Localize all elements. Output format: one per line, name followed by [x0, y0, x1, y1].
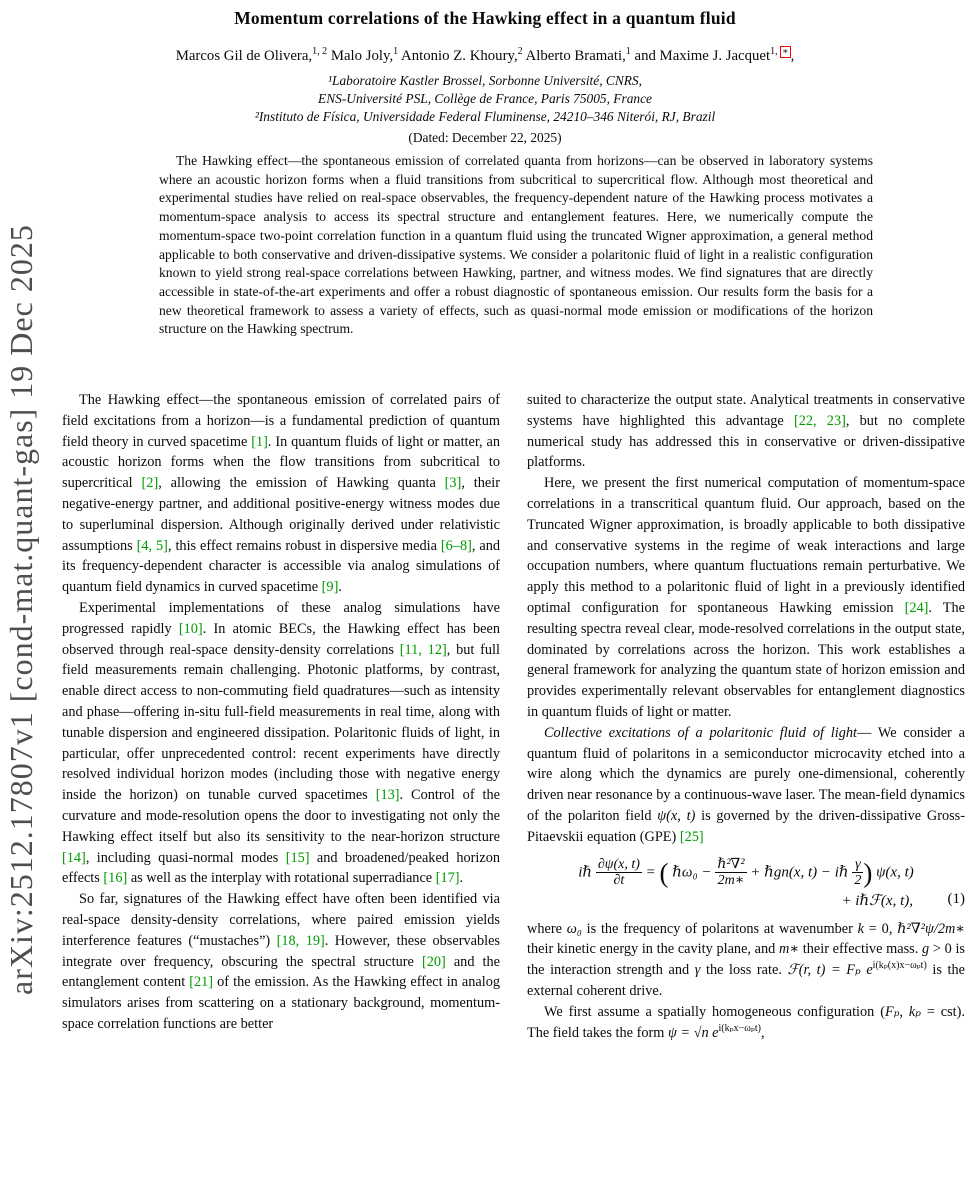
citation-link[interactable]: [9]: [321, 579, 339, 596]
italic-text: Collective excitations of a polaritonic fluid of light: [544, 724, 857, 741]
text: .: [459, 870, 464, 887]
eq-denominator: 2m∗: [715, 872, 746, 889]
citation-link[interactable]: [11, 12]: [399, 641, 447, 658]
text: , but no complete numerical study has addressed this in conservative or driven-dissipative platforms.: [527, 412, 966, 471]
eq-field: ψ(x, t): [872, 864, 914, 881]
citation-link[interactable]: [22, 23]: [793, 412, 846, 429]
eq-drive-term: + iℏℱ(x, t),: [841, 892, 913, 909]
citation-link[interactable]: [15]: [285, 849, 310, 866]
eq-numerator: γ: [855, 856, 861, 872]
italic-text: ℱ(r, t) = Fₚ e: [787, 962, 873, 979]
affiliations-block: [0, 72, 970, 126]
eq-fraction-loss: [852, 857, 863, 889]
text: Here, we present the first numerical computation of momentum-space correlations in a transcritical quantum fluid. Our approach, based on the Truncated Wigner approximation, is broadly applicable to both dissipative and conservative systems in the regime of weak interactions and large occupation numbers, where quantum fluctuations remain perturbative. We apply this method to a polaritonic fluid of light in a previously identified optimal configuration for spontaneous Hawking emission: [527, 475, 965, 616]
superscript: 2: [517, 46, 523, 57]
column-right: [527, 390, 965, 1043]
text: their kinetic energy in the cavity plane, and: [527, 941, 780, 958]
italic-text: ℏ²∇²ψ/2m∗: [897, 920, 966, 937]
text: ,: [760, 1024, 765, 1041]
citation-link[interactable]: [14]: [62, 849, 86, 866]
citation-link[interactable]: [1]: [251, 433, 268, 450]
paragraph: [527, 919, 965, 1002]
text: — We consider a quantum fluid of polaritons in a semiconductor microcavity etched into a wire along which the dynamics are purely one-dimensional, coherently driven near resonance by a continuous-wave laser. The mean-field dynamics of the polariton field: [527, 724, 965, 824]
affiliation-line: ²Instituto de Física, Universidade Federal Fluminense, 24210–346 Niterói, RJ, Brazil: [254, 108, 716, 124]
affiliation-line: ¹Laboratoire Kastler Brossel, Sorbonne Université, CNRS,: [328, 72, 642, 88]
paragraph: [62, 889, 500, 1035]
citation-link[interactable]: [20]: [421, 953, 446, 970]
text: Marcos Gil de Olivera,: [175, 47, 313, 64]
text: > 0 is the interaction strength and: [527, 941, 965, 979]
text: Malo Joly,: [327, 47, 394, 64]
citation-link[interactable]: [25]: [679, 828, 704, 845]
text: . Control of the curvature and mode-resolution opens the door to investigating not only the Hawking effect itself but also its sensitivity to the near-horizon structure: [62, 787, 500, 845]
eq-equals: =: [641, 864, 660, 881]
citation-link[interactable]: [4, 5]: [136, 537, 168, 554]
text: . The resulting spectra reveal clear, mode-resolved correlations in the output state, dominated by correlations across the horizon. This work establishes a general framework for analyzing the quantum state of horizon emission and provides experimentally relevant observables for entanglement diagnostics in quantum fluids of light or matter.: [527, 599, 965, 720]
text: as well as the interplay with rotational superradiance: [127, 870, 436, 887]
citation-link[interactable]: [17]: [435, 870, 460, 887]
text: = 0,: [864, 920, 898, 937]
eq-denominator: ∂t: [596, 872, 642, 889]
superscript: 1: [393, 46, 399, 57]
paper-header: [0, 8, 970, 146]
text: So far, signatures of the Hawking effect have often been identified via real-space density-density correlations, where paired emission yields interference features (“mustaches”): [62, 891, 500, 949]
eq-numerator: ∂ψ(x, t): [597, 856, 640, 872]
text: . However, these observables integrate over frequency, obscuring the spectral structure: [62, 932, 500, 970]
equation-line-2: [527, 891, 965, 912]
text: Antonio Z. Khoury,: [398, 47, 518, 64]
text: and the entanglement content: [62, 953, 500, 991]
citation-link[interactable]: [21]: [189, 974, 214, 991]
paragraph: [62, 390, 500, 598]
eq-prefix: iℏ: [578, 864, 596, 881]
paragraph: [62, 598, 500, 889]
eq-term-1: ℏω₀ −: [668, 864, 716, 881]
text: suited to characterize the output state. Analytical treatments in conservative systems have highlighted this advantage: [527, 392, 965, 429]
italic-text: ψ = √n e: [667, 1024, 719, 1041]
eq-denominator: 2: [854, 873, 862, 889]
author-footnote-link[interactable]: ∗: [782, 47, 789, 57]
paragraph: [527, 1002, 965, 1044]
text: , allowing the emission of Hawking quanta: [158, 475, 445, 492]
text: , their negative-energy partner, and additional positive-energy witness modes due to superluminal dispersion. Although originally derived under relativistic assumptions: [62, 475, 500, 554]
paragraph: [527, 390, 965, 473]
italic-text: ω₀: [566, 920, 582, 937]
citation-link[interactable]: [10]: [178, 620, 203, 637]
text: = cst). The field takes the form: [527, 1003, 965, 1041]
superscript: i(kₚx−ωₚt): [718, 1022, 761, 1034]
text: The Hawking effect—the spontaneous emission of correlated pairs of field excitations from a horizon—is a fundamental prediction of quantum field theory in curved spacetime: [62, 392, 500, 450]
eq-left-paren: (: [659, 857, 669, 888]
eq-numerator: ℏ²∇²: [717, 856, 745, 872]
text: Experimental implementations of these analog simulations have progressed rapidly: [62, 599, 500, 637]
text: and broadened/peaked horizon effects: [62, 849, 500, 887]
italic-text: g: [921, 941, 930, 958]
text: of the emission. As the Hawking effect in analog simulators arises from scattering on a stationary background, momentum-space correlation functions are better: [62, 974, 500, 1032]
superscript: i(kₚ(x)x−ωₚt): [872, 960, 927, 972]
citation-link[interactable]: [13]: [375, 787, 400, 804]
paragraph: [527, 473, 965, 723]
italic-text: γ: [694, 962, 701, 979]
citation-link[interactable]: [6–8]: [440, 537, 472, 554]
superscript: 1,: [770, 46, 781, 57]
authors-line: [0, 46, 970, 65]
text: , including quasi-normal modes: [85, 849, 286, 866]
abstract-text: The Hawking effect—the spontaneous emission of correlated quanta from horizons—can be observed in laboratory systems where an acoustic horizon forms when a fluid transitions from subcritical to supercritical flow. Although most theoretical and experimental studies have relied on real-space observables, the frequency-dependent nature of the Hawking process motivates a momentum-space analysis to access its spectral structure and entanglement features. Here, we numerically compute the momentum-space two-point correlation function in a quantum fluid using the truncated Wigner approximation, a general method applicable to both conservative and driven-dissipative systems. We consider a polaritonic fluid of light in a realistic configuration known to yield strong real-space correlations between Hawking, partner, and witness modes. We find signatures that are directly accessible in state-of-the-art experiments and offer a robust diagnostic of spontaneous emission. Our results form the basis for a new theoretical framework to assess a variety of effects, such as quasi-normal mode emission or modifications of the horizon structure on the Hawking spectrum.: [159, 153, 873, 337]
affiliation-line: ENS-Université PSL, Collège de France, Paris 75005, France: [318, 90, 652, 106]
text: . In atomic BECs, the Hawking effect has been observed through real-space density-density correlations: [62, 620, 500, 658]
text: is the frequency of polaritons at wavenumber: [581, 920, 858, 937]
paragraph: [527, 723, 965, 848]
text: .: [338, 579, 342, 596]
dated-line: (Dated: December 22, 2025): [408, 129, 562, 145]
citation-link[interactable]: [16]: [103, 870, 128, 887]
text: . In quantum fluids of light or matter, an acoustic horizon forms when the flow transitions from subcritical to supercritical: [62, 433, 500, 492]
equation: [527, 857, 965, 912]
text: and Maxime J. Jacquet: [630, 47, 771, 64]
italic-text: ψ(x, t): [657, 807, 696, 824]
citation-link[interactable]: [3]: [444, 475, 462, 492]
page-title: Momentum correlations of the Hawking effect in a quantum fluid: [234, 8, 736, 28]
italic-text: k: [857, 920, 864, 937]
text: the loss rate.: [700, 962, 788, 979]
text: , but full field measurements remain challenging. Photonic platforms, by contrast, enable direct access to non-commuting field quadratures—such as intensity and phase—offering in-situ full-field measurements in real time, along with tunable dispersion and engineered dissipation. Polaritonic fluids of light, in particular, offer unprecedented control: recent experiments have directly resolved individual horizon modes (including those with negative energy inside the horizon) on tunable curved spacetimes: [62, 641, 500, 804]
text: their effective mass.: [799, 941, 922, 958]
equation-number: (1): [947, 890, 965, 907]
italic-text: Fₚ, kₚ: [884, 1003, 921, 1020]
citation-link[interactable]: [18, 19]: [276, 932, 325, 949]
text: is the external coherent drive.: [527, 962, 965, 1000]
text: where: [527, 920, 567, 937]
text: , and its frequency-dependent character is accessible via analog simulations of quantum field dynamics in curved spacetime: [62, 537, 501, 596]
text: Alberto Bramati,: [522, 47, 626, 64]
eq-right-paren: ): [863, 857, 873, 888]
eq-fraction-kinetic: [715, 857, 746, 889]
citation-link[interactable]: [24]: [904, 599, 929, 616]
column-left: [62, 390, 500, 1043]
text: , this effect remains robust in dispersive media: [167, 537, 441, 554]
italic-text: m∗: [779, 941, 800, 958]
text: We first assume a spatially homogeneous configuration (: [544, 1003, 885, 1020]
eq-term-2: + ℏgn(x, t) − iℏ: [746, 864, 853, 881]
text: is governed by the driven-dissipative Gross-Pitaevskii equation (GPE): [527, 807, 965, 845]
superscript: 1, 2: [312, 46, 328, 57]
text: ,: [790, 47, 795, 64]
equation-line-1: [527, 857, 965, 889]
citation-link[interactable]: [2]: [141, 475, 159, 492]
superscript: 1: [625, 46, 631, 57]
eq-fraction-time-derivative: [596, 857, 642, 889]
arxiv-watermark: arXiv:2512.17807v1 [cond-mat.quant-gas] 19 Dec 2025: [3, 224, 39, 996]
body-columns: [62, 390, 965, 1043]
